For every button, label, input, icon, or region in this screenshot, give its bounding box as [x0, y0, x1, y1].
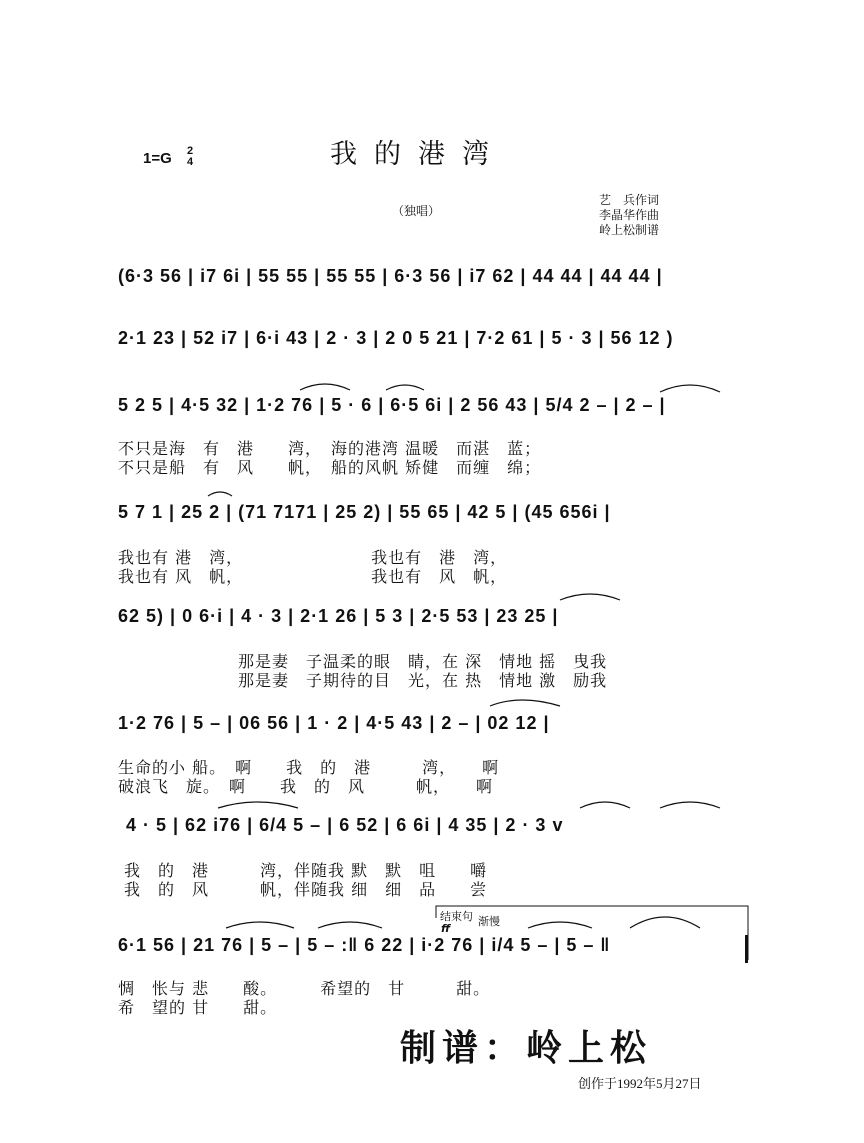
slur-arc-10: [226, 922, 294, 928]
notation-line-6: 1·2 76 | 5 – | 06 56 | 1 · 2 | 4·5 43 | 2 – | 02 12 |: [118, 713, 550, 733]
ending-label: 结束句: [440, 910, 473, 923]
lyric-line-5a: 那是妻 子温柔的眼 睛，在 深 情地 摇 曳我: [238, 652, 608, 671]
notation-line-8: 6·1 56 | 21 76 | 5 – | 5 – :‖ 6 22 | i·2 76 | i/4 5 – | 5 – ‖: [118, 935, 611, 955]
lyric-line-4b: 我也有 风 帆， 我也有 风 帆，: [118, 567, 508, 586]
slur-arc-13: [630, 917, 700, 928]
credit-transcriber: 岭上松制谱: [599, 223, 660, 237]
lyric-line-8a: 惆 怅与 悲 酸。 希望的 甘 甜。: [118, 979, 491, 998]
notation-line-3: 5 2 5 | 4·5 32 | 1·2 76 | 5 · 6 | 6·5 6i | 2 56 43 | 5/4 2 – | 2 – |: [118, 395, 666, 415]
slur-arc-6: [490, 700, 560, 706]
slur-arc-1: [300, 384, 350, 390]
lyric-line-8b: 希 望的 甘 甜。: [118, 998, 278, 1017]
lyric-line-5b: 那是妻 子期待的目 光，在 热 情地 激 励我: [238, 671, 608, 690]
slur-arc-3: [660, 385, 720, 392]
slur-arc-9: [660, 802, 720, 808]
creation-date: 创作于1992年5月27日: [578, 1076, 702, 1091]
time-signature-top: 2: [187, 145, 194, 157]
transcriber-signature: 制谱：岭上松: [400, 1027, 653, 1069]
slur-arc-5: [560, 594, 620, 600]
tempo-marking: 渐慢: [478, 915, 500, 928]
final-barline: [745, 935, 748, 963]
notation-line-5: 62 5) | 0 6·i | 4 · 3 | 2·1 26 | 5 3 | 2·5 53 | 23 25 |: [118, 606, 559, 626]
notation-line-1: (6·3 56 | i7 6i | 55 55 | 55 55 | 6·3 56 | i7 62 | 44 44 | 44 44 |: [118, 266, 663, 286]
key-signature: 1=G: [143, 150, 172, 167]
slur-arc-11: [318, 922, 382, 928]
dynamic-marking: ff: [441, 922, 451, 935]
lyric-line-4a: 我也有 港 湾， 我也有 港 湾，: [118, 548, 508, 567]
slur-arc-7: [218, 802, 298, 808]
lyric-line-7b: 我 的 风 帆，伴随我 细 细 品 尝: [124, 880, 488, 899]
notation-line-7: 4 · 5 | 62 i76 | 6/4 5 – | 6 52 | 6 6i | 4 35 | 2 · 3 v: [126, 815, 564, 835]
lyric-line-3a: 不只是海 有 港 湾， 海的港湾 温暖 而湛 蓝；: [118, 439, 542, 458]
lyric-line-6b: 破浪飞 旋。 啊 我 的 风 帆， 啊: [118, 777, 494, 796]
performance-type: （独唱）: [392, 204, 441, 218]
credit-lyricist: 艺 兵作词: [599, 193, 660, 207]
slur-arc-2: [386, 385, 424, 390]
slur-arc-4: [208, 492, 232, 496]
slur-arc-12: [528, 922, 592, 928]
notation-line-2: 2·1 23 | 52 i7 | 6·i 43 | 2 · 3 | 2 0 5 21 | 7·2 61 | 5 · 3 | 56 12 ): [118, 328, 674, 348]
song-title: 我的港湾: [330, 139, 506, 170]
lyric-line-3b: 不只是船 有 风 帆， 船的风帆 矫健 而缠 绵；: [118, 458, 542, 477]
lyric-line-6a: 生命的小 船。 啊 我 的 港 湾， 啊: [118, 758, 500, 777]
notation-line-4: 5 7 1 | 25 2 | (71 7171 | 25 2) | 55 65 | 42 5 | (45 656i |: [118, 502, 611, 522]
lyric-line-7a: 我 的 港 湾，伴随我 默 默 咀 嚼: [124, 861, 488, 880]
slur-arc-8: [580, 802, 630, 808]
ending-bracket: [436, 906, 748, 960]
credit-composer: 李晶华作曲: [599, 208, 660, 222]
time-signature-bottom: 4: [187, 156, 194, 168]
